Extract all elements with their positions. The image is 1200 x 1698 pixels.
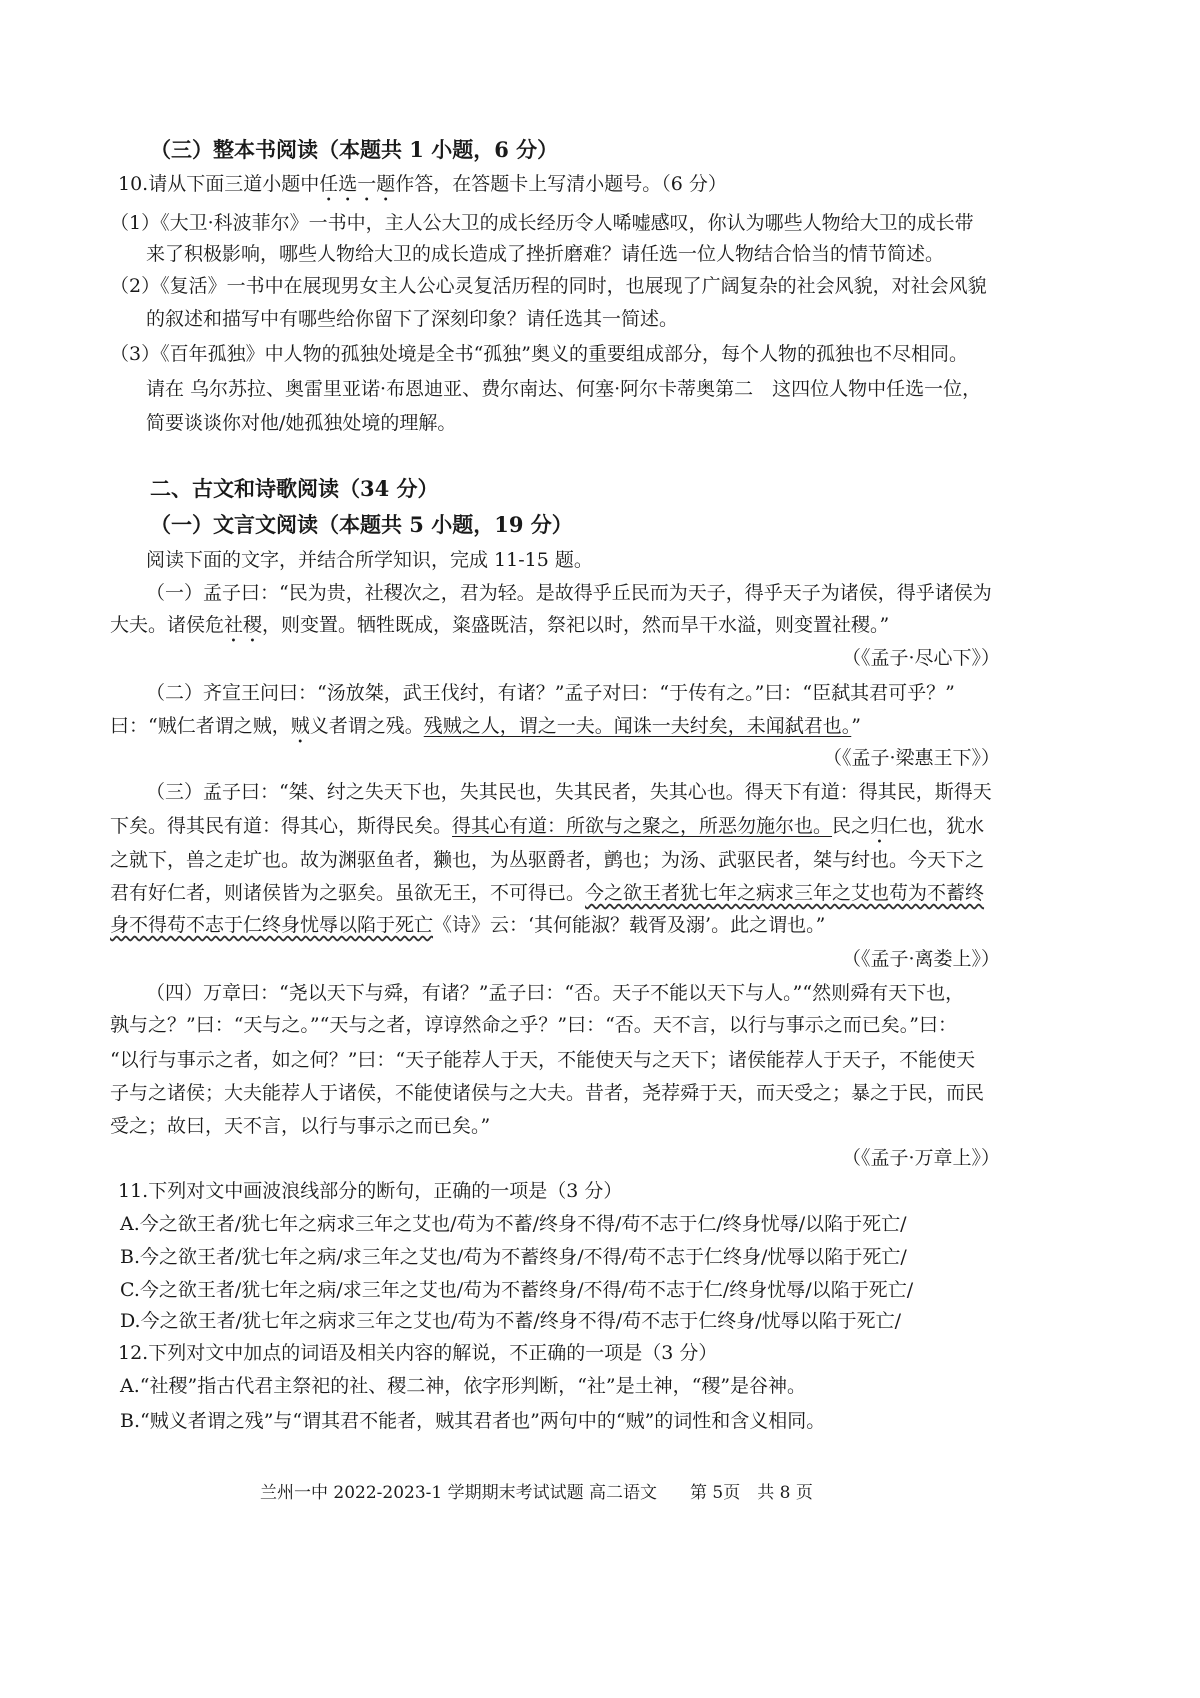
- passage1-source: （《孟子·尽心下》）: [841, 647, 1000, 669]
- q12-stem: 12.下列对文中加点的词语及相关内容的解说，不正确的一项是（3 分）: [118, 1342, 718, 1364]
- footer-page-number: 第 5页 共 8 页: [690, 1483, 813, 1503]
- passage1-line2: [110, 612, 889, 647]
- q10-3-line2: 请在 乌尔苏拉、奥雷里亚诺·布恩迪亚、费尔南达、何塞·阿尔卡蒂奥第二 这四位人物中任选一位，: [146, 378, 982, 400]
- passage2-line1: （二）齐宣王问曰：“汤放桀，武王伐纣，有诸？”孟子对曰：“于传有之。”曰：“臣弑其君可乎？”: [146, 682, 955, 704]
- q10-3-line1: （3）《百年孤独》中人物的孤独处境是全书“孤独”奥义的重要组成部分，每个人物的孤独也不尽相同。: [110, 343, 969, 365]
- passage4-line1: （四）万章曰：“尧以天下与舜，有诸？”孟子曰：“否。天子不能以天下与人。”“然则舜有天下也，: [146, 982, 965, 1004]
- q10-1-line2: 来了积极影响，哪些人物给大卫的成长造成了挫折磨难？请任选一位人物结合恰当的情节简述。: [146, 243, 945, 265]
- reading-intro: 阅读下面的文字，并结合所学知识，完成 11-15 题。: [146, 549, 593, 571]
- q10-stem-pre: 10.请从下面三道小题中: [118, 173, 320, 195]
- passage3-line2: [110, 813, 984, 848]
- q11-option-d: D.今之欲王者/犹七年之病求三年之艾也/苟为不蓄/终身不得/苟不志于仁终身/忧辱以陷于死亡/: [120, 1310, 902, 1332]
- q10-stem: [118, 171, 727, 206]
- passage4-source: （《孟子·万章上》）: [841, 1147, 1000, 1169]
- passage2-text-a: 曰：“贼仁者谓之贼，: [110, 715, 291, 737]
- q11-option-c: C.今之欲王者/犹七年之病/求三年之艾也/苟为不蓄终身/不得/苟不志于仁/终身忧辱/以陷于死亡/: [120, 1279, 914, 1301]
- wavy-line-segment-1: 今之欲王者犹七年之病求三年之艾也苟为不蓄终: [585, 882, 985, 904]
- passage3-text-d: 君有好仁者，则诸侯皆为之驱矣。虽欲无王，不可得已。: [110, 882, 586, 904]
- dotted-word-gui: 归: [870, 815, 890, 837]
- passage2-source: （《孟子·梁惠王下》）: [822, 747, 1000, 769]
- q10-3-line3: 简要谈谈你对他/她孤独处境的理解。: [146, 412, 457, 434]
- q10-2-line1: （2）《复活》一书中在展现男女主人公心灵复活历程的同时，也展现了广阔复杂的社会风貌，对社会风貌: [110, 275, 987, 297]
- passage3-text-e: 《诗》云：‘其何能淑？载胥及溺’。此之谓也。”: [433, 914, 826, 936]
- passage3-line1: （三）孟子曰：“桀、纣之失天下也，失其民也，失其民者，失其心也。得天下有道：得其民，斯得天: [146, 781, 992, 803]
- underlined-sentence-p2: 残贼之人，谓之一夫。闻诛一夫纣矣，未闻弑君也。: [423, 715, 852, 737]
- q11-option-a: A.今之欲王者/犹七年之病求三年之艾也/苟为不蓄/终身不得/苟不志于仁/终身忧辱/以陷于死亡/: [120, 1213, 907, 1235]
- passage4-line2: 孰与之？”曰：“天与之。”“天与之者，谆谆然命之乎？”曰：“否。天不言，以行与事示之而已矣。”曰：: [110, 1014, 957, 1036]
- passage3-source: （《孟子·离娄上》）: [841, 948, 1000, 970]
- passage3-line3: 之就下，兽之走圹也。故为渊驱鱼者，獭也，为丛驱爵者，鹯也；为汤、武驱民者，桀与纣也。今天下之: [110, 849, 985, 871]
- passage3-text-a: 下矣。得其民有道：得其心，斯得民矣。: [110, 815, 453, 837]
- underlined-sentence-p3: 得其心有道：所欲与之聚之，所恶勿施尔也。: [452, 815, 833, 837]
- q10-emphasis: 任选一题: [319, 173, 396, 195]
- footer-exam-title: 兰州一中 2022-2023-1 学期期末考试试题 高二语文: [260, 1483, 658, 1503]
- passage3-line4: [110, 880, 984, 906]
- part2-title: 二、古文和诗歌阅读（34 分）: [150, 476, 439, 501]
- passage1-line1: （一）孟子曰：“民为贵，社稷次之，君为轻。是故得乎丘民而为天子，得乎天子为诸侯，得乎诸侯为: [146, 582, 992, 604]
- dotted-word-sheji: 社稷: [224, 614, 263, 636]
- q11-option-b: B.今之欲王者/犹七年之病/求三年之艾也/苟为不蓄终身/不得/苟不志于仁终身/忧辱以陷于死亡/: [120, 1246, 907, 1268]
- passage3-text-c: 仁也，犹水: [889, 815, 985, 837]
- passage2-text-b: 义者谓之残。: [309, 715, 424, 737]
- passage1-text-a: 大夫。诸侯危: [110, 614, 225, 636]
- wavy-line-segment-2: 身不得苟不志于仁终身忧辱以陷于死亡: [110, 914, 434, 936]
- q11-stem: 11.下列对文中画波浪线部分的断句，正确的一项是（3 分）: [118, 1180, 623, 1202]
- part2-subtitle: （一）文言文阅读（本题共 5 小题，19 分）: [150, 512, 573, 537]
- passage4-line4: 子与之诸侯；大夫能荐人于诸侯，不能使诸侯与之大夫。昔者，尧荐舜于天，而天受之；暴之于民，而民: [110, 1082, 985, 1104]
- passage4-line3: “以行与事示之者，如之何？”曰：“天子能荐人于天，不能使天与之天下；诸侯能荐人于天子，不能使天: [110, 1049, 976, 1071]
- q10-1-line1: （1）《大卫·科波菲尔》一书中，主人公大卫的成长经历令人唏嘘感叹，你认为哪些人物给大卫的成长带: [110, 212, 974, 234]
- passage4-line5: 受之；故曰，天不言，以行与事示之而已矣。”: [110, 1115, 491, 1137]
- passage1-text-b: ，则变置。牺牲既成，粢盛既洁，祭祀以时，然而旱干水溢，则变置社稷。”: [262, 614, 890, 636]
- dotted-word-zei: 贼: [290, 715, 310, 737]
- passage2-line2: [110, 713, 861, 748]
- q12-option-b: B.“贼义者谓之残”与“谓其君不能者，贼其君者也”两句中的“贼”的词性和含义相同。: [120, 1410, 826, 1432]
- passage3-text-b: 民之: [832, 815, 871, 837]
- q10-stem-post: 作答，在答题卡上写清小题号。（6 分）: [395, 173, 727, 195]
- q12-option-a: A.“社稷”指古代君主祭祀的社、稷二神，依字形判断，“社”是土神，“稷”是谷神。: [120, 1375, 807, 1397]
- q10-2-line2: 的叙述和描写中有哪些给你留下了深刻印象？请任选其一简述。: [146, 308, 679, 330]
- section3-title: （三）整本书阅读（本题共 1 小题，6 分）: [150, 137, 559, 162]
- passage3-line5: [110, 912, 825, 938]
- passage2-text-c: ”: [851, 715, 861, 737]
